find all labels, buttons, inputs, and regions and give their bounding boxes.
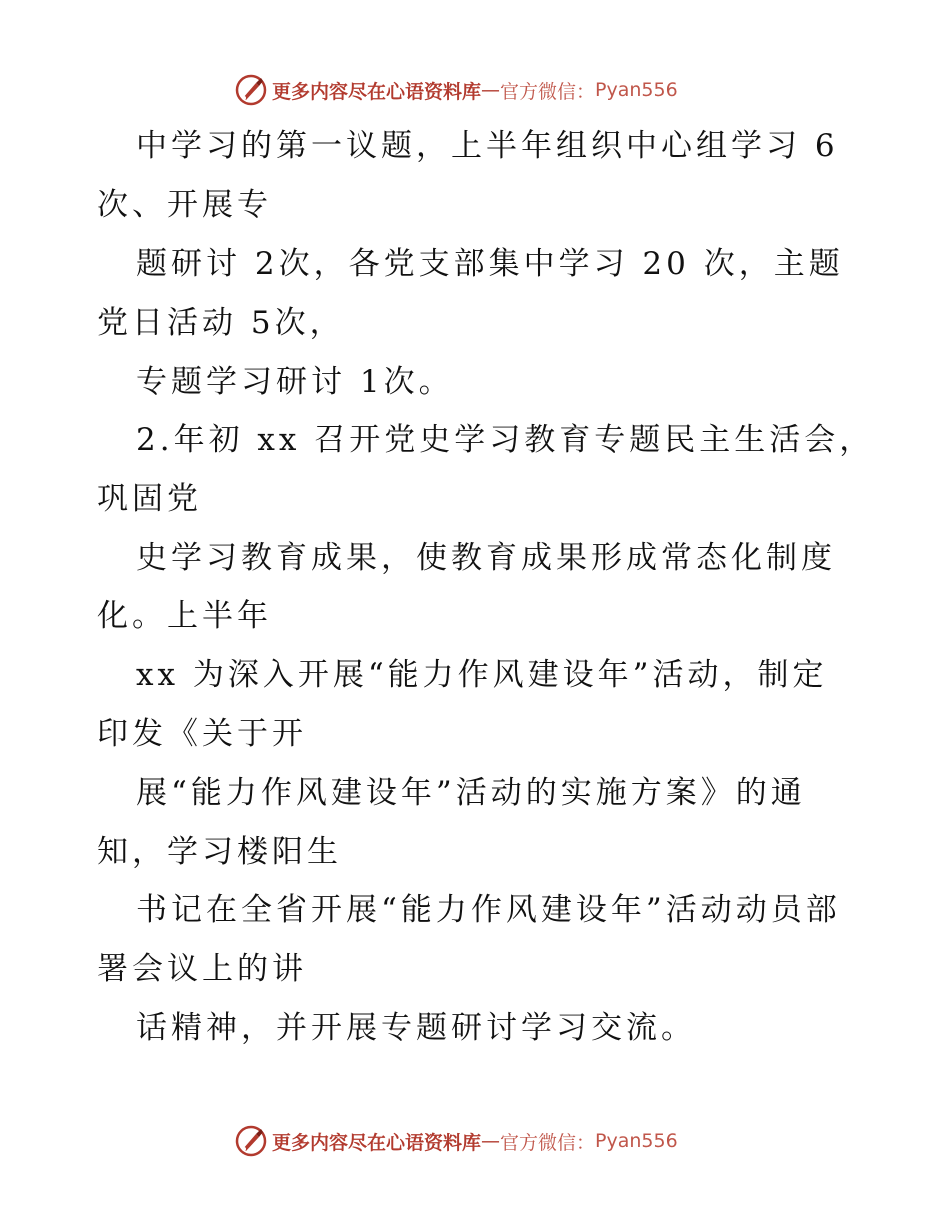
banner-wechat-label: 官方微信： bbox=[500, 1131, 596, 1154]
text-line: 书记在全省开展“能力作风建设年”活动动员部 bbox=[136, 892, 841, 928]
text-line: 化。上半年 bbox=[97, 598, 272, 634]
text-line: 知，学习楼阳生 bbox=[97, 834, 342, 870]
banner-dash: — bbox=[481, 1130, 501, 1152]
banner-slogan: 更多内容尽在心语资料库 bbox=[272, 80, 482, 103]
pen-logo-icon bbox=[234, 1124, 268, 1158]
text-line: 展“能力作风建设年”活动的实施方案》的通 bbox=[136, 775, 806, 811]
text-line: 史学习教育成果，使教育成果形成常态化制度 bbox=[136, 540, 836, 576]
banner-dash: — bbox=[481, 79, 501, 101]
text-line: xx 为深入开展“能力作风建设年”活动，制定 bbox=[136, 657, 828, 693]
banner-wechat-id: Pyan556 bbox=[595, 79, 678, 101]
banner-slogan: 更多内容尽在心语资料库 bbox=[272, 1131, 482, 1154]
banner-wechat-label: 官方微信： bbox=[500, 80, 596, 103]
text-line: 中学习的第一议题，上半年组织中心组学习 6 bbox=[136, 128, 839, 164]
text-line: 专题学习研讨 1次。 bbox=[136, 364, 454, 400]
text-line: 署会议上的讲 bbox=[97, 951, 307, 987]
footer-banner bbox=[234, 1124, 678, 1158]
text-line: 印发《关于开 bbox=[97, 716, 307, 752]
text-line: 题研讨 2次，各党支部集中学习 20 次，主题 bbox=[136, 246, 844, 282]
header-banner bbox=[234, 73, 678, 107]
text-line: 巩固党 bbox=[97, 481, 202, 517]
text-line: 话精神，并开展专题研讨学习交流。 bbox=[136, 1010, 696, 1046]
text-line: 次、开展专 bbox=[97, 187, 272, 223]
text-line: 党日活动 5次， bbox=[97, 305, 345, 341]
pen-logo-icon bbox=[234, 73, 268, 107]
banner-wechat-id: Pyan556 bbox=[595, 1130, 678, 1152]
text-line: 2.年初 xx 召开党史学习教育专题民主生活会， bbox=[136, 422, 875, 458]
